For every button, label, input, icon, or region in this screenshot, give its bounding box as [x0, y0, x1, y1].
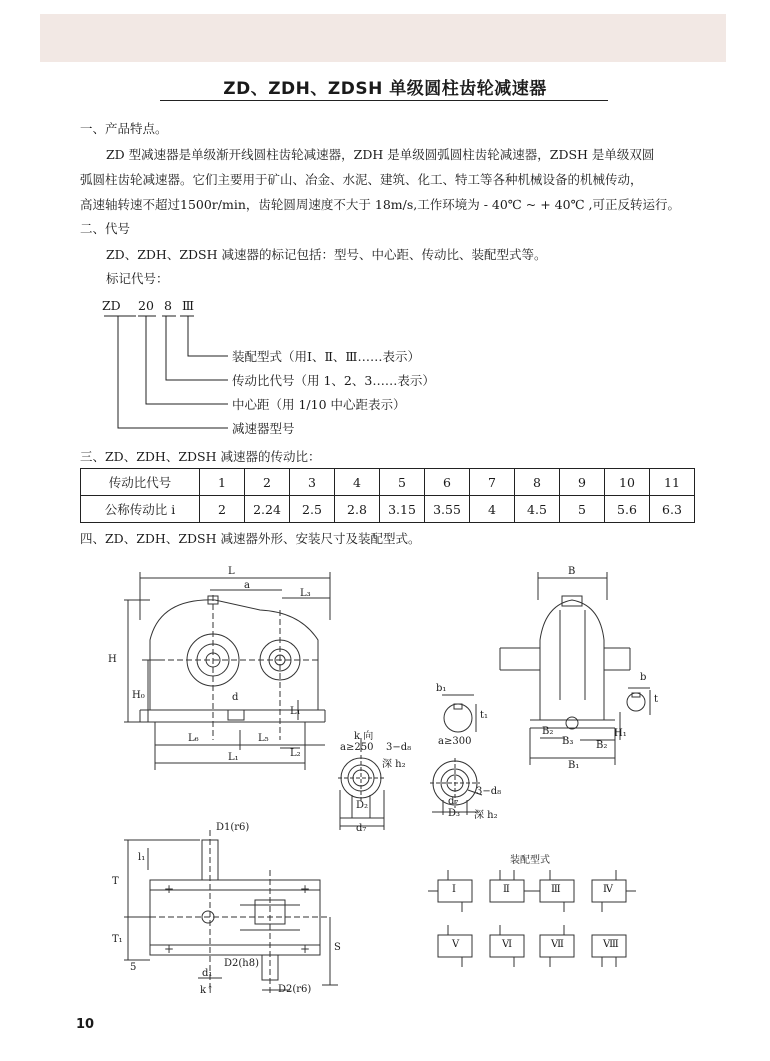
dim-S: S	[334, 942, 341, 953]
dim-L6: L₆	[188, 733, 199, 744]
svg-text:+: +	[300, 942, 311, 956]
legend-center: 中心距（用 1/10 中心距表示）	[232, 397, 406, 412]
section2-line: ZD、ZDH、ZDSH 减速器的标记包括：型号、中心距、传动比、装配型式等。	[106, 247, 547, 262]
table-cell: 6	[425, 469, 470, 496]
table-cell: 4	[470, 496, 515, 523]
svg-text:+: +	[164, 882, 175, 896]
dim-L1: L₁	[228, 752, 239, 763]
dim-d7-large: d₇	[448, 796, 459, 807]
table-cell: 2.5	[290, 496, 335, 523]
dim-L: L	[228, 566, 235, 577]
dim-T: T	[112, 876, 119, 887]
code-assembly: Ⅲ	[182, 298, 195, 313]
table-cell: 9	[560, 469, 605, 496]
section1-line-1: ZD 型减速器是单级渐开线圆柱齿轮减速器，ZDH 是单级圆弧圆柱齿轮减速器，ZDSH 是单级双圆	[106, 147, 655, 162]
legend-model: 减速器型号	[232, 421, 295, 436]
assembly-type-4: Ⅳ	[603, 884, 613, 895]
dim-h2-small: 深 h₂	[382, 759, 406, 770]
legend-assembly: 装配型式（用Ⅰ、Ⅱ、Ⅲ……表示）	[232, 349, 420, 364]
dim-L5: L₅	[258, 733, 269, 744]
table-cell: 6.3	[650, 496, 695, 523]
dim-B3: B₃	[562, 736, 574, 747]
code-model: ZD	[102, 298, 121, 313]
shaft-section-drawing	[442, 695, 476, 732]
dim-d8-small: 3−d₈	[386, 742, 412, 753]
table-cell: 10	[605, 469, 650, 496]
dim-d7-small: d₇	[356, 823, 367, 834]
dim-H1: H₁	[614, 728, 627, 739]
label-a300: a≥300	[438, 736, 472, 747]
table-cell: 3	[290, 469, 335, 496]
front-view-drawing	[124, 572, 330, 770]
code-diagram	[100, 296, 460, 446]
dim-H0: H₀	[132, 690, 145, 701]
table-cell: 2	[245, 469, 290, 496]
assembly-type-2: Ⅱ	[503, 884, 510, 895]
table-cell: 3.15	[380, 496, 425, 523]
code-label: 标记代号：	[106, 271, 169, 286]
dim-l1: l₁	[138, 852, 146, 863]
dim-L3: L₃	[300, 588, 311, 599]
table-cell: 3.55	[425, 496, 470, 523]
assembly-type-1: Ⅰ	[452, 884, 456, 895]
dim-B2: B₂	[542, 726, 554, 737]
page-title: ZD、ZDH、ZDSH 单级圆柱齿轮减速器	[223, 79, 547, 99]
top-view-drawing	[124, 830, 338, 995]
legend-ratio: 传动比代号（用 1、2、3……表示）	[232, 373, 435, 388]
section4-heading: 四、ZD、ZDH、ZDSH 减速器外形、安装尺寸及装配型式。	[80, 531, 421, 546]
dim-D2r6: D2(r6)	[278, 984, 312, 995]
svg-text:+: +	[300, 882, 311, 896]
table-cell: 1	[200, 469, 245, 496]
table-cell: 4.5	[515, 496, 560, 523]
row-label-code: 传动比代号	[81, 469, 200, 496]
title-underline	[160, 100, 608, 101]
table-cell: 5.6	[605, 496, 650, 523]
dim-b1: b₁	[436, 683, 447, 694]
table-cell: 5	[560, 496, 605, 523]
dim-d: d	[232, 692, 239, 703]
dim-L2: L₂	[290, 748, 301, 759]
dim-t1: t₁	[480, 710, 489, 721]
section1-heading: 一、产品特点。	[80, 121, 168, 136]
dim-B1: B₁	[568, 760, 580, 771]
dim-L1-top: L₁	[290, 706, 301, 717]
table-cell: 2.24	[245, 496, 290, 523]
assembly-type-8: Ⅷ	[603, 939, 619, 950]
section2-heading: 二、代号	[80, 221, 131, 236]
table-cell: 2	[200, 496, 245, 523]
dim-T1: T₁	[112, 934, 123, 945]
table-cell: 8	[515, 469, 560, 496]
label-k-view: k 向	[354, 731, 374, 742]
table-cell: 2.8	[335, 496, 380, 523]
dim-5: 5	[130, 962, 137, 973]
assembly-type-5: Ⅴ	[452, 939, 460, 950]
section3-heading: 三、ZD、ZDH、ZDSH 减速器的传动比：	[80, 449, 321, 464]
dim-a: a	[244, 580, 250, 591]
dim-D2h8: D2(h8)	[224, 958, 259, 969]
page-number: 10	[76, 1017, 95, 1032]
dim-h2-large: 深 h₂	[474, 810, 498, 821]
dim-H: H	[108, 654, 117, 665]
label-a250: a≥250	[340, 742, 374, 753]
table-row	[81, 496, 695, 523]
section1-line-3: 高速轴转速不超过1500r/min，齿轮圆周速度不大于 18m/s,工作环境为 - 40℃ ~ + 40℃ ,可正反转运行。	[80, 197, 680, 212]
label-k-arrow: k↑	[200, 985, 215, 996]
table-cell: 7	[470, 469, 515, 496]
table-cell: 11	[650, 469, 695, 496]
dim-d1: d₁	[202, 968, 213, 979]
assembly-type-7: Ⅶ	[551, 939, 564, 950]
section1-line-2: 弧圆柱齿轮减速器。它们主要用于矿山、冶金、水泥、建筑、化工、特工等各种机械设备的机械传动，	[80, 172, 643, 187]
assembly-title: 装配型式	[510, 855, 550, 866]
assembly-type-3: Ⅲ	[551, 884, 561, 895]
row-label-ratio: 公称传动比 i	[81, 496, 200, 523]
ratio-table	[80, 468, 695, 523]
assembly-type-6: Ⅵ	[502, 939, 513, 950]
header-band	[40, 14, 726, 62]
code-center-distance: 20	[138, 298, 154, 313]
dim-B: B	[568, 566, 576, 577]
svg-text:+: +	[164, 942, 175, 956]
table-row	[81, 469, 695, 496]
dim-t: t	[654, 694, 659, 705]
dim-B2-right: B₂	[596, 740, 608, 751]
table-cell: 4	[335, 469, 380, 496]
dim-b: b	[640, 672, 647, 683]
dim-D3: D₃	[448, 808, 461, 819]
dim-D2-small: D₂	[356, 800, 369, 811]
dim-d8-large: 3−d₈	[476, 786, 502, 797]
side-view-drawing	[500, 572, 650, 765]
table-cell: 5	[380, 469, 425, 496]
dim-D1r6: D1(r6)	[216, 822, 250, 833]
code-ratio: 8	[164, 298, 172, 313]
